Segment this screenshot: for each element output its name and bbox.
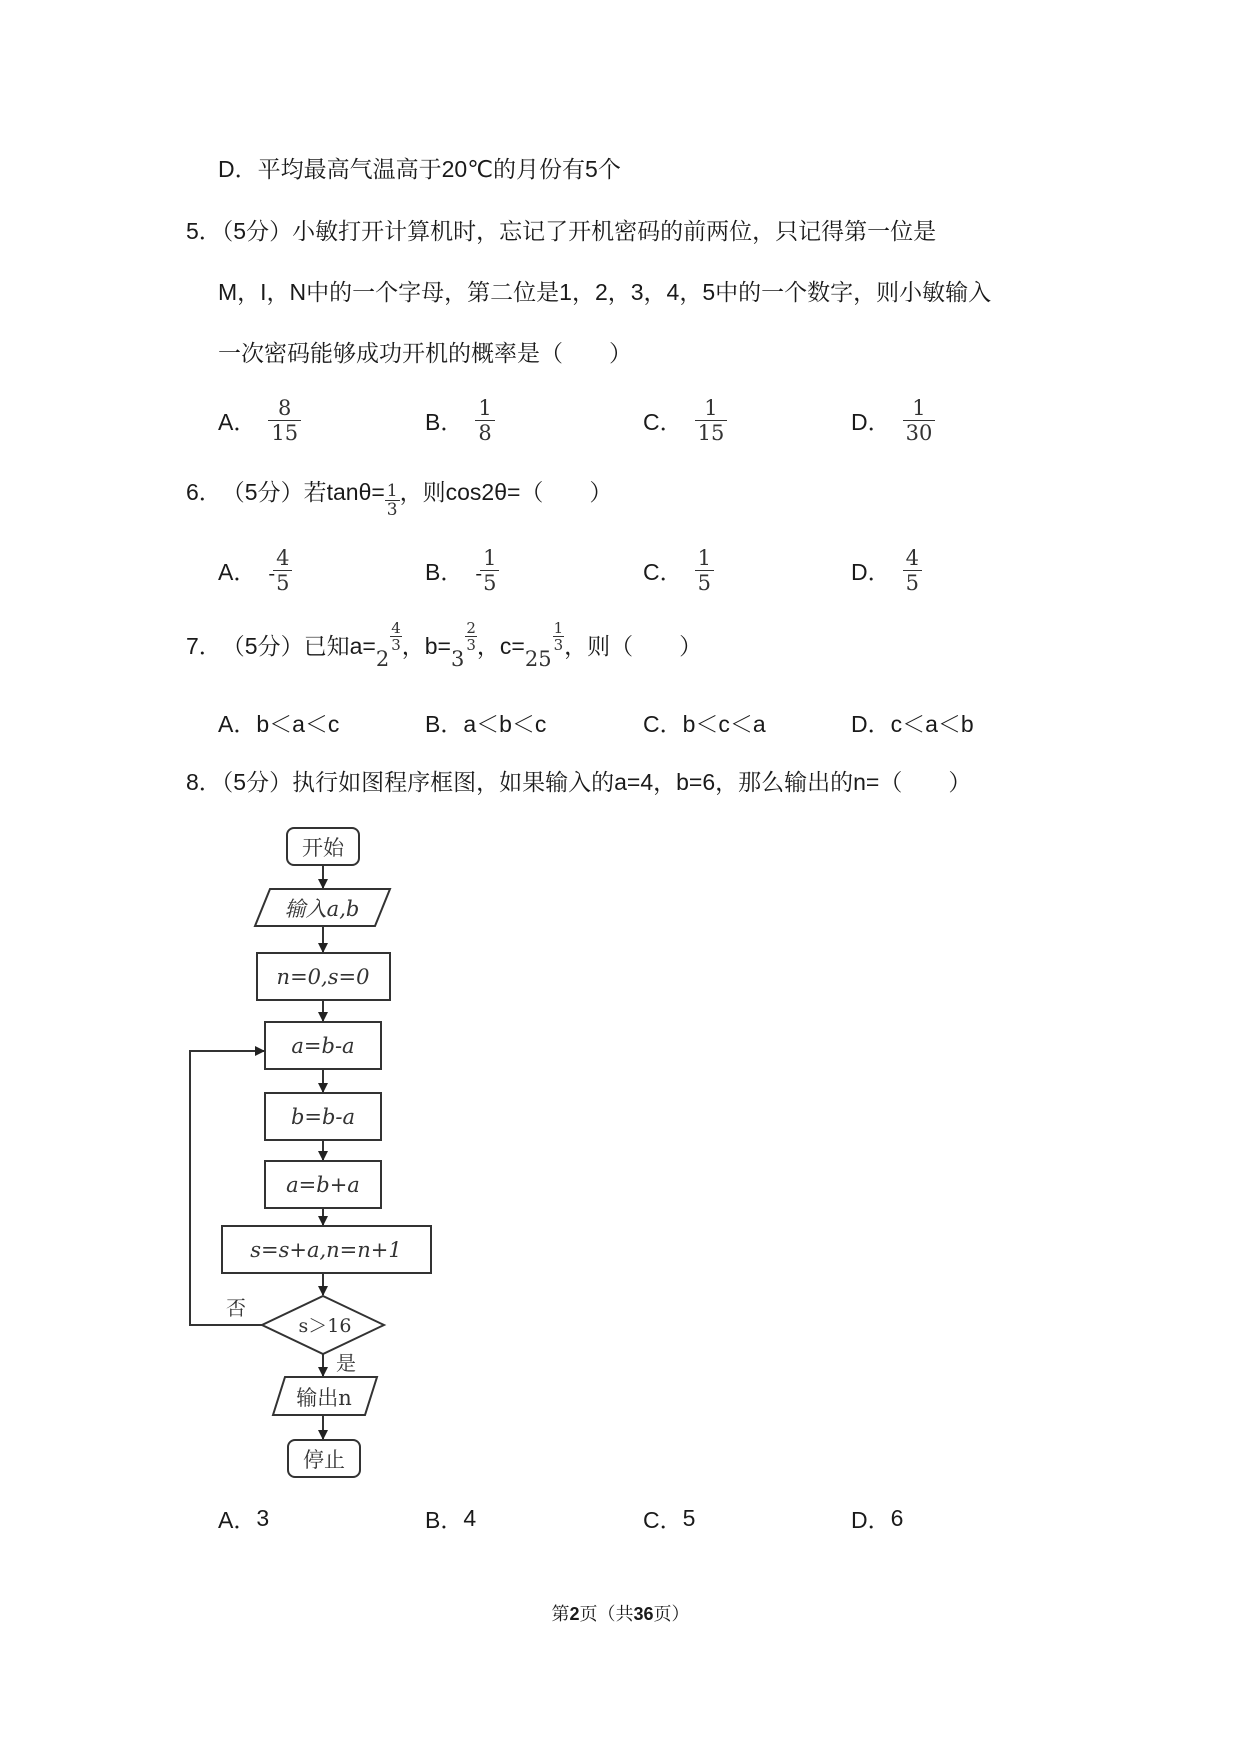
step2-label: b=b-a	[290, 1105, 356, 1129]
question-number: 8．	[186, 769, 222, 795]
option-text: 4	[463, 1505, 477, 1531]
loop-back-arrow	[190, 1051, 264, 1325]
stem-mid-1: ，b=	[401, 633, 451, 659]
question-5-line-2: M，I，N中的一个字母，第二位是1，2，3，4，5中的一个数字，则小敏输入	[218, 279, 992, 305]
question-stem: 执行如图程序框图，如果输入的a=4，b=6，那么输出的n=（ ）	[292, 769, 972, 795]
option-label: B．	[425, 559, 464, 585]
option-label: A．	[218, 1507, 257, 1533]
q8-option-a[interactable]	[218, 1502, 269, 1535]
option-label: C．	[643, 409, 683, 435]
stem-post: ，则cos2θ=（ ）	[399, 479, 613, 505]
option-text: b＜a＜c	[256, 711, 340, 737]
step4-label: s=s+a,n=n+1	[250, 1238, 402, 1262]
step1-label: a=b-a	[291, 1034, 355, 1058]
question-number: 5．	[186, 218, 222, 244]
condition-label: s＞16	[298, 1315, 352, 1337]
option-label: B．	[425, 409, 464, 435]
page-footer: 第2页（共36页）	[551, 1604, 690, 1624]
option-label: D．	[218, 156, 258, 182]
option-label: D．	[851, 559, 891, 585]
option-text: b＜c＜a	[682, 711, 766, 737]
option-text: 6	[890, 1505, 904, 1531]
power-a: 2 $\frac{4}{3}$	[375, 619, 401, 671]
stop-label: 停止	[303, 1448, 345, 1472]
option-label: C．	[643, 1507, 683, 1533]
option-text: a＜b＜c	[463, 711, 547, 737]
power-c: 25 $\frac{1}{3}$	[524, 619, 564, 671]
start-label: 开始	[302, 836, 344, 860]
input-label: 输入a,b	[284, 897, 360, 921]
option-label: A．	[218, 409, 257, 435]
step3-label: a=b+a	[286, 1173, 360, 1197]
option-text: 平均最高气温高于20℃的月份有5个	[257, 156, 621, 182]
minus-sign: -	[475, 560, 483, 585]
power-b: 3 $\frac{2}{3}$	[450, 619, 476, 671]
option-label: C．	[643, 559, 683, 585]
fraction: $\frac{1}{5}$	[480, 546, 499, 595]
question-score: （5分）	[221, 633, 304, 659]
fraction: $\frac{1}{3}$	[386, 481, 398, 520]
fraction: $\frac{8}{15}$	[268, 396, 301, 445]
option-label: A．	[218, 559, 257, 585]
question-5-line-3: 一次密码能够成功开机的概率是（ ）	[218, 340, 632, 366]
q8-option-b[interactable]	[425, 1502, 476, 1535]
option-text: 5	[682, 1505, 696, 1531]
option-text: 3	[256, 1505, 270, 1531]
option-label: B．	[425, 1507, 464, 1533]
fraction: $\frac{1}{30}$	[903, 396, 936, 445]
current-page: 2	[569, 1604, 580, 1624]
option-text: c＜a＜b	[890, 711, 974, 737]
option-label: D．	[851, 409, 891, 435]
question-number: 7．	[186, 633, 222, 659]
question-score: （5分）	[221, 218, 293, 244]
stem-mid-2: ，c=	[476, 633, 525, 659]
question-stem: 小敏打开计算机时，忘记了开机密码的前两位，只记得第一位是	[292, 218, 937, 244]
stem-post: ，则（ ）	[564, 633, 703, 659]
option-label: C．	[643, 711, 683, 737]
question-number: 6．	[186, 479, 222, 505]
q8-option-d[interactable]	[851, 1502, 903, 1535]
question-score: （5分）	[221, 479, 304, 505]
fraction: $\frac{4}{5}$	[903, 546, 922, 595]
option-label: B．	[425, 711, 464, 737]
fraction: $\frac{1}{8}$	[475, 396, 494, 445]
fraction: $\frac{1}{15}$	[695, 396, 728, 445]
init-label: n=0,s=0	[276, 965, 370, 989]
stem-pre: 若tanθ=	[303, 479, 385, 505]
stem-pre: 已知a=	[303, 633, 376, 659]
total-pages: 36	[633, 1604, 654, 1624]
yes-label: 是	[336, 1351, 356, 1375]
option-label: A．	[218, 711, 257, 737]
q8-option-c[interactable]	[643, 1502, 695, 1535]
output-label: 输出n	[296, 1386, 352, 1410]
fraction: $\frac{4}{5}$	[273, 546, 292, 595]
no-label: 否	[226, 1296, 246, 1320]
question-score: （5分）	[221, 769, 293, 795]
fraction: $\frac{1}{5}$	[695, 546, 714, 595]
minus-sign: -	[268, 560, 276, 585]
option-label: D．	[851, 1507, 891, 1533]
option-label: D．	[851, 711, 891, 737]
